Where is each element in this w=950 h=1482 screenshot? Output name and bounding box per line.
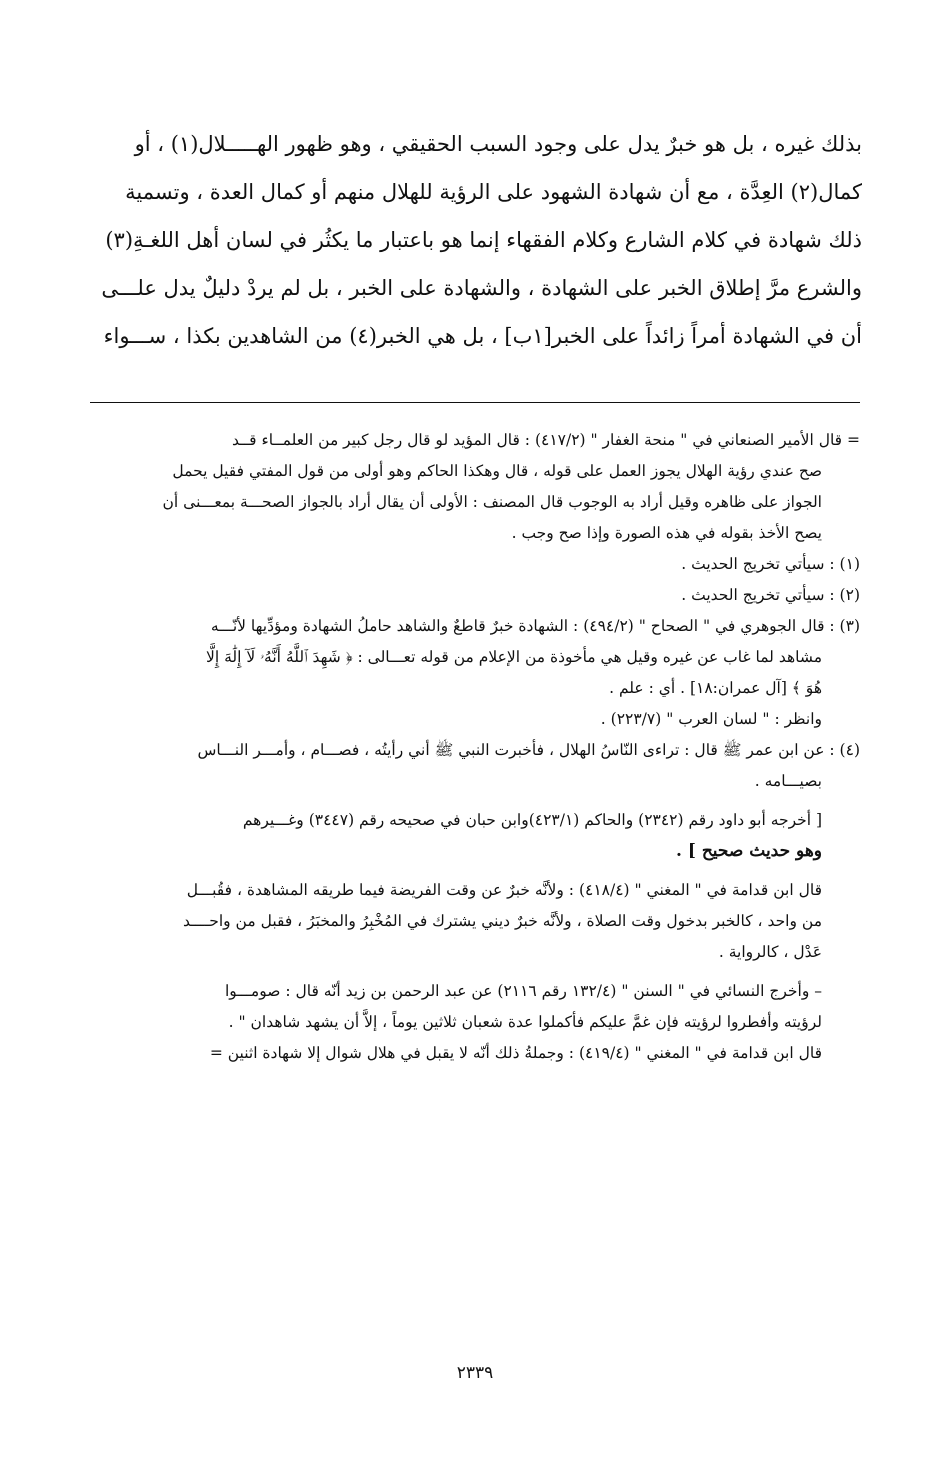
footnote-continuation-line: يصح الأخذ بقوله في هذه الصورة وإذا صح وجب . — [511, 524, 822, 542]
main-body-text — [80, 120, 862, 360]
footnotes-section — [84, 425, 860, 1069]
footnote-4-line: (٤) : عن ابن عمر ﷺ قال : تراءى النّاسُ الهلال ، فأخبرت النبي ﷺ أني رأيتُه ، فصـــام ، وأمـــر النـــاس — [197, 741, 860, 759]
main-text-line: كمال(٢) العِدَّة ، مع أن شهادة الشهود على الرؤية للهلال منهم أو كمال العدة ، وتسمية — [125, 180, 862, 204]
footnote-3-line: وانظر : " لسان العرب " (٢٢٣/٧) . — [600, 710, 822, 728]
ibn-qudama-quote-2: قال ابن قدامة في " المغني " (٤١٩/٤) : وجملةُ ذلك أنّه لا يقبل في هلال شوال إلا شهادة اثنين = — [209, 1044, 822, 1062]
footnote-continuation-line: صح عندي رؤية الهلال يجوز العمل على قوله ، قال وهكذا الحاكم وهو أولى من قول المفتي فقيل يحمل — [172, 462, 822, 480]
ibn-qudama-quote-line: من واحد ، كالخبر بدخول وقت الصلاة ، ولأنَّه خبرٌ ديني يشترك في المُخْبِرُ والمخبَرُ ، فقبل من واحــــد — [182, 912, 822, 930]
ibn-qudama-quote-line: عَدْل ، كالرواية . — [718, 943, 822, 961]
footnote-continuation-line: الجواز على ظاهره وقيل أراد به الوجوب قال المصنف : الأولى أن يقال أراد بالجواز الصحـــة بمعـــنى أن — [162, 493, 822, 511]
takhrij-line: وهو حديث صحيح ] . — [676, 841, 822, 861]
nasai-quote-line: – وأخرج النسائي في " السنن " (١٣٢/٤ رقم ٢١١٦) عن عبد الرحمن بن زيد أنّه قال : صومـــوا — [225, 982, 822, 1000]
main-text-line: بذلك غيره ، بل هو خبرٌ يدل على وجود السبب الحقيقي ، وهو ظهور الهـــــلال(١) ، أو — [134, 132, 862, 156]
footnote-1: (١) : سيأتي تخريج الحديث . — [681, 555, 860, 573]
footnote-3-line: مشاهد لما غاب عن غيره وقيل هي مأخوذة من الإعلام من قوله تعـــالى : ﴿ شَهِدَ ٱللَّهُ أَنَّهُۥ لَآ إِلَٰهَ إِلَّا — [206, 648, 822, 666]
main-text-line: أن في الشهادة أمراً زائداً على الخبر[١ب] ، بل هي الخبر(٤) من الشاهدين بكذا ، ســـواء — [103, 324, 862, 348]
footnote-3-line: هُوَ ﴾ [آل عمران:١٨] . أي : علم . — [609, 679, 822, 697]
main-text-line: ذلك شهادة في كلام الشارع وكلام الفقهاء إنما هو باعتبار ما يكثُر في لسان أهل اللغـةِ(٣) — [105, 228, 862, 252]
footnote-4-line: بصيـــامه . — [754, 772, 822, 790]
takhrij-line: [ أخرجه أبو داود رقم (٢٣٤٢) والحاكم (٤٢٣/١)وابن حبان في صحيحه رقم (٣٤٤٧) وغـــيرهم — [242, 811, 822, 829]
footnote-3-line: (٣) : قال الجوهري في " الصحاح " (٤٩٤/٢) : الشهادة خبرٌ قاطعٌ والشاهد حاملُ الشهادة ومؤدِّيها لأنّـــه — [210, 617, 860, 635]
footnote-2: (٢) : سيأتي تخريج الحديث . — [681, 586, 860, 604]
nasai-quote-line: لرؤيته وأفطروا لرؤيته فإن غمَّ عليكم فأكملوا عدة شعبان ثلاثين يوماً ، إلاَّ أن يشهد شاهدان " . — [228, 1013, 822, 1031]
footnote-separator — [90, 402, 860, 403]
page-number: ٢٣٣٩ — [456, 1363, 494, 1383]
main-text-line: والشرع مرَّ إطلاق الخبر على الشهادة ، والشهادة على الخبر ، بل لم يردْ دليلٌ يدل علـــى — [101, 276, 862, 300]
footnote-continuation-line: = قال الأمير الصنعاني في " منحة الغفار " (٤١٧/٢) : قال المؤيد لو قال رجل كبير من العلمــاء قــد — [231, 431, 860, 449]
ibn-qudama-quote-line: قال ابن قدامة في " المغني " (٤١٨/٤) : ولأنَّه خبرٌ عن وقت الفريضة فيما طريقه المشاهدة ، فقُبـــل — [186, 881, 822, 899]
